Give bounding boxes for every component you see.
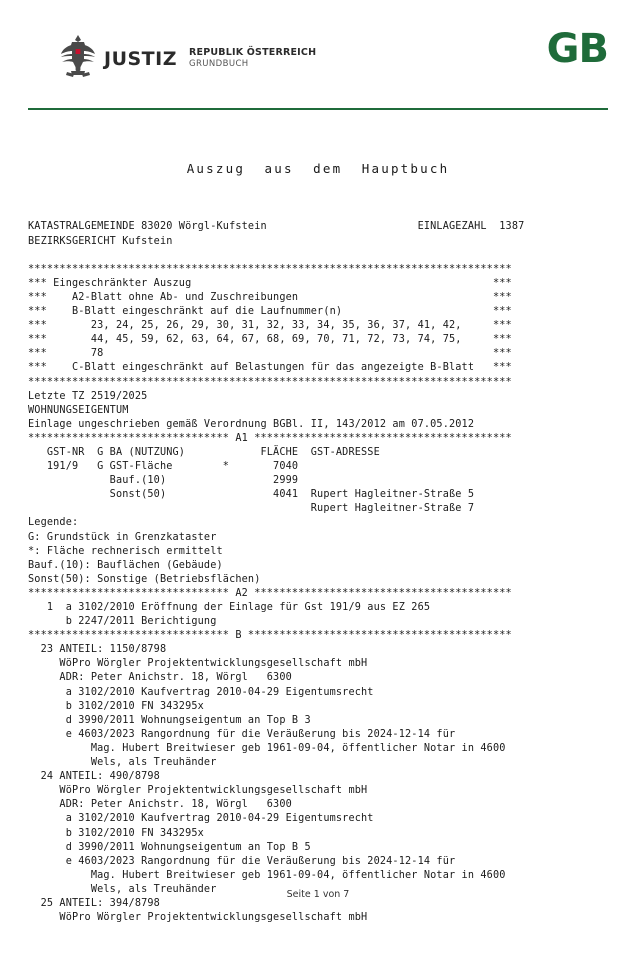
document-line: d 3990/2011 Wohnungseigentum an Top B 5 — [28, 841, 311, 853]
document-line: Mag. Hubert Breitwieser geb 1961-09-04, öffentlicher Notar in 4600 — [28, 742, 506, 754]
grundbuch-line: GRUNDBUCH — [189, 58, 249, 69]
document-line: b 3102/2010 FN 343295x — [28, 827, 204, 839]
document-line: *** 23, 24, 25, 26, 29, 30, 31, 32, 33, 34, 35, 36, 37, 41, 42, *** — [28, 320, 512, 332]
document-line: ***************************************************************************** — [28, 376, 512, 388]
document-line: e 4603/2023 Rangordnung für die Veräußerung bis 2024-12-14 für — [28, 728, 456, 740]
document-line: a 3102/2010 Kaufvertrag 2010-04-29 Eigentumsrecht — [28, 686, 374, 698]
document-line: *** Eingeschränkter Auszug *** — [28, 277, 512, 289]
document-line: *** C-Blatt eingeschränkt auf Belastungen für das angezeigte B-Blatt *** — [28, 362, 512, 374]
austrian-eagle-crest-icon — [58, 32, 98, 80]
document-line: ******************************** B ****************************************** — [28, 630, 512, 642]
document-line: ***************************************************************************** — [28, 263, 512, 275]
document-line: d 3990/2011 Wohnungseigentum an Top B 3 — [28, 714, 311, 726]
document-line: KATASTRALGEMEINDE 83020 Wörgl-Kufstein EINLAGEZAHL 1387 — [28, 221, 525, 233]
justiz-wordmark: JUSTIZ — [104, 47, 177, 70]
document-line: WöPro Wörgler Projektentwicklungsgesellschaft mbH — [28, 912, 368, 924]
document-line: *** A2-Blatt ohne Ab- und Zuschreibungen *** — [28, 291, 512, 303]
document-line: b 3102/2010 FN 343295x — [28, 700, 204, 712]
gb-mark: GB — [546, 26, 608, 72]
document-line: Letzte TZ 2519/2025 — [28, 390, 148, 402]
document-line: 191/9 G GST-Fläche * 7040 — [28, 461, 299, 473]
document-line: GST-NR G BA (NUTZUNG) FLÄCHE GST-ADRESSE — [28, 446, 380, 458]
document-line — [28, 249, 608, 263]
document-line: WöPro Wörgler Projektentwicklungsgesellschaft mbH — [28, 785, 368, 797]
republic-label-block — [189, 47, 316, 70]
document-line: Bauf.(10) 2999 — [28, 475, 299, 487]
document-header — [28, 22, 608, 108]
document-line: *: Fläche rechnerisch ermittelt — [28, 545, 223, 557]
justiz-logo — [58, 32, 316, 80]
document-line: Sonst(50) 4041 Rupert Hagleitner-Straße 5 — [28, 489, 475, 501]
document-line: Einlage ungeschrieben gemäß Verordnung BGBl. II, 143/2012 am 07.05.2012 — [28, 418, 475, 430]
document-line: G: Grundstück in Grenzkataster — [28, 531, 217, 543]
page-title: Auszug aus dem Hauptbuch — [186, 161, 450, 177]
document-line: Legende: — [28, 517, 79, 529]
document-line: 25 ANTEIL: 394/8798 — [28, 897, 160, 909]
document-body — [28, 110, 608, 953]
document-line: ADR: Peter Anichstr. 18, Wörgl 6300 — [28, 799, 292, 811]
document-line: WöPro Wörgler Projektentwicklungsgesellschaft mbH — [28, 658, 368, 670]
document-line: BEZIRKSGERICHT Kufstein — [28, 235, 173, 247]
document-line: *** B-Blatt eingeschränkt auf die Laufnummer(n) *** — [28, 306, 512, 318]
document-line: Wels, als Treuhänder — [28, 883, 217, 895]
document-line: Bauf.(10): Bauflächen (Gebäude) — [28, 559, 223, 571]
document-line: WOHNUNGSEIGENTUM — [28, 404, 129, 416]
document-line: *** 44, 45, 59, 62, 63, 64, 67, 68, 69, 70, 71, 72, 73, 74, 75, *** — [28, 334, 512, 346]
document-text-lines — [28, 220, 608, 925]
document-line: 1 a 3102/2010 Eröffnung der Einlage für Gst 191/9 aus EZ 265 — [28, 602, 431, 613]
document-line: *** 78 *** — [28, 348, 512, 360]
document-line: a 3102/2010 Kaufvertrag 2010-04-29 Eigentumsrecht — [28, 813, 374, 825]
document-line: e 4603/2023 Rangordnung für die Veräußerung bis 2024-12-14 für — [28, 855, 456, 867]
document-line: b 2247/2011 Berichtigung — [28, 616, 217, 628]
page-footer: Seite 1 von 7 — [286, 889, 350, 900]
document-line: 24 ANTEIL: 490/8798 — [28, 771, 160, 783]
document-page — [0, 22, 636, 922]
document-line: ADR: Peter Anichstr. 18, Wörgl 6300 — [28, 672, 292, 684]
document-line: ******************************** A1 ***************************************** — [28, 432, 512, 444]
document-line: Rupert Hagleitner-Straße 7 — [28, 503, 475, 515]
document-line: 23 ANTEIL: 1150/8798 — [28, 644, 167, 656]
document-line: Sonst(50): Sonstige (Betriebsflächen) — [28, 573, 261, 585]
document-line: Wels, als Treuhänder — [28, 757, 217, 769]
document-line: Mag. Hubert Breitwieser geb 1961-09-04, öffentlicher Notar in 4600 — [28, 869, 506, 881]
republic-line: REPUBLIK ÖSTERREICH — [189, 46, 317, 58]
document-line: ******************************** A2 ***************************************** — [28, 587, 512, 599]
